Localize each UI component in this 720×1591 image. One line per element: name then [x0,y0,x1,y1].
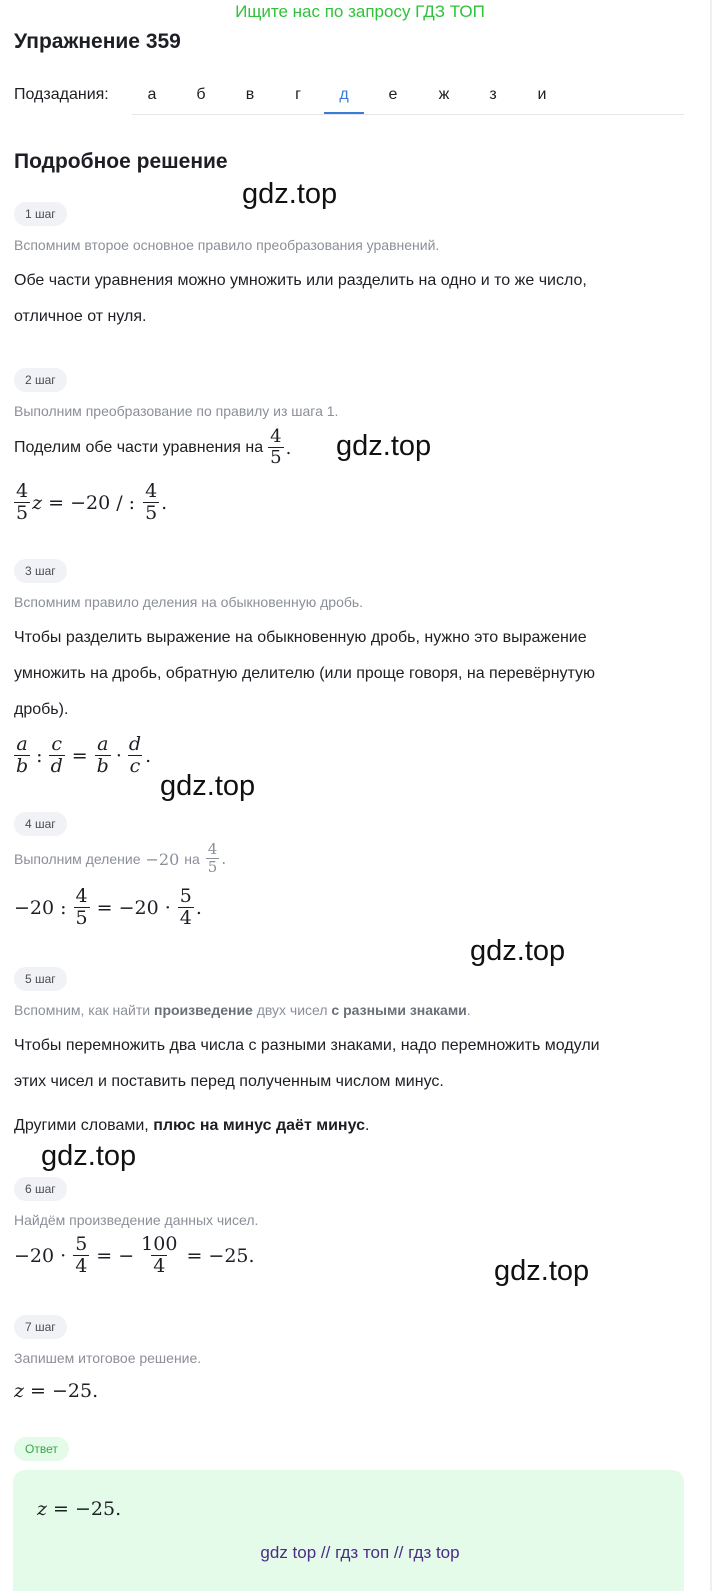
step-text-line: умножить на дробь, обратную делителю (или проще говоря, на перевёрнутую [14,665,596,682]
step-badge: 2 шаг [14,368,67,392]
fraction: $\frac{4}{5}$ [207,840,218,876]
fraction: $\frac{d}{c}$ [128,733,142,777]
step-text-line: дробь). [14,701,69,718]
answer-equation: z = −25. [37,1498,122,1520]
step-hint: Вспомним, как найти произведение двух чисел с разными знаками. [14,1002,471,1018]
fraction: $\frac{4}{5}$ [16,480,29,524]
step-badge: 6 шаг [14,1177,67,1201]
step-hint: Запишем итоговое решение. [14,1350,202,1366]
step-badge: 4 шаг [14,812,67,836]
step-text: Поделим обе части уравнения на [14,439,264,457]
equation: $\frac{a}{b}$ : $\frac{c}{d}$ = $\frac{a}{b}$ · $\frac{d}{c}$ . [16,733,152,777]
subtask-tabs [132,78,684,115]
step-badge: 1 шаг [14,202,67,226]
scrollbar[interactable] [710,0,712,1591]
watermark: gdz.top [470,935,566,967]
fraction-expression: $\frac{4}{5}$ . [207,840,227,876]
section-title: Подробное решение [14,150,228,173]
equation: −20 · $\frac{5}{4}$ = − $\frac{100}{4}$ = −25. [14,1233,255,1277]
step-hint: Вспомним правило деления на обыкновенную дробь. [14,594,364,610]
fraction: $\frac{100}{4}$ [141,1233,178,1277]
fraction: $\frac{5}{4}$ [75,1233,88,1277]
fraction: $\frac{4}{5}$ [145,480,158,524]
step-hint: Выполним преобразование по правилу из шага 1. [14,403,339,419]
tab-b[interactable]: б [196,86,206,103]
equation: −20 : $\frac{4}{5}$ = −20 · $\frac{5}{4}$ . [14,885,202,929]
fraction: $\frac{4}{5}$ [270,426,282,468]
step-text-line: этих чисел и поставить перед полученным числом минус. [14,1073,444,1090]
tab-i[interactable]: и [537,86,547,103]
equation: $\frac{4}{5}$ z = −20 / : $\frac{4}{5}$ . [16,480,168,524]
step-hint: Найдём произведение данных чисел. [14,1212,259,1228]
watermark: gdz.top [494,1255,590,1287]
footer-links[interactable]: gdz top // гдз топ // гдз top [260,1543,460,1562]
fraction: $\frac{a}{b}$ [16,733,29,777]
watermark: gdz.top [336,430,432,462]
tab-a[interactable]: а [147,86,157,103]
step-badge: 7 шаг [14,1315,67,1339]
watermark: gdz.top [242,178,338,210]
page-title: Упражнение 359 [14,30,181,53]
equation: z = −25. [14,1380,99,1402]
tab-v[interactable]: в [245,86,255,103]
fraction: $\frac{5}{4}$ [179,885,192,929]
fraction-expression: $\frac{4}{5}$ . [270,426,292,468]
tab-e[interactable]: е [388,86,398,103]
step-hint: Вспомним второе основное правило преобразования уравнений. [14,237,440,253]
answer-badge: Ответ [14,1437,69,1461]
step-text-line: Чтобы разделить выражение на обыкновенную дробь, нужно это выражение [14,629,587,646]
tab-zh[interactable]: ж [438,86,450,103]
fraction: $\frac{4}{5}$ [75,885,88,929]
step-badge: 5 шаг [14,967,67,991]
subtasks-label: Подзадания: [14,86,109,103]
step-text-with-fraction [14,428,291,469]
answer-box [13,1470,684,1591]
watermark: gdz.top [41,1140,137,1172]
step-text-line: Другими словами, плюс на минус даёт минус. [14,1117,370,1134]
tab-z[interactable]: з [489,86,497,103]
step-text-line: Обе части уравнения можно умножить или разделить на одно и то же число, [14,272,587,289]
fraction: $\frac{c}{d}$ [50,733,63,777]
step-hint: Выполним деление −20 на $\frac{4}{5}$ . [14,840,227,876]
step-text-line: Чтобы перемножить два числа с разными знаками, надо перемножить модули [14,1037,600,1054]
watermark: gdz.top [160,770,256,802]
step-text-line: отличное от нуля. [14,308,147,325]
step-badge: 3 шаг [14,559,67,583]
tab-g[interactable]: г [295,86,301,103]
tab-d[interactable]: д [324,78,364,114]
search-banner: Ищите нас по запросу ГДЗ ТОП [235,2,485,21]
fraction: $\frac{a}{b}$ [96,733,109,777]
